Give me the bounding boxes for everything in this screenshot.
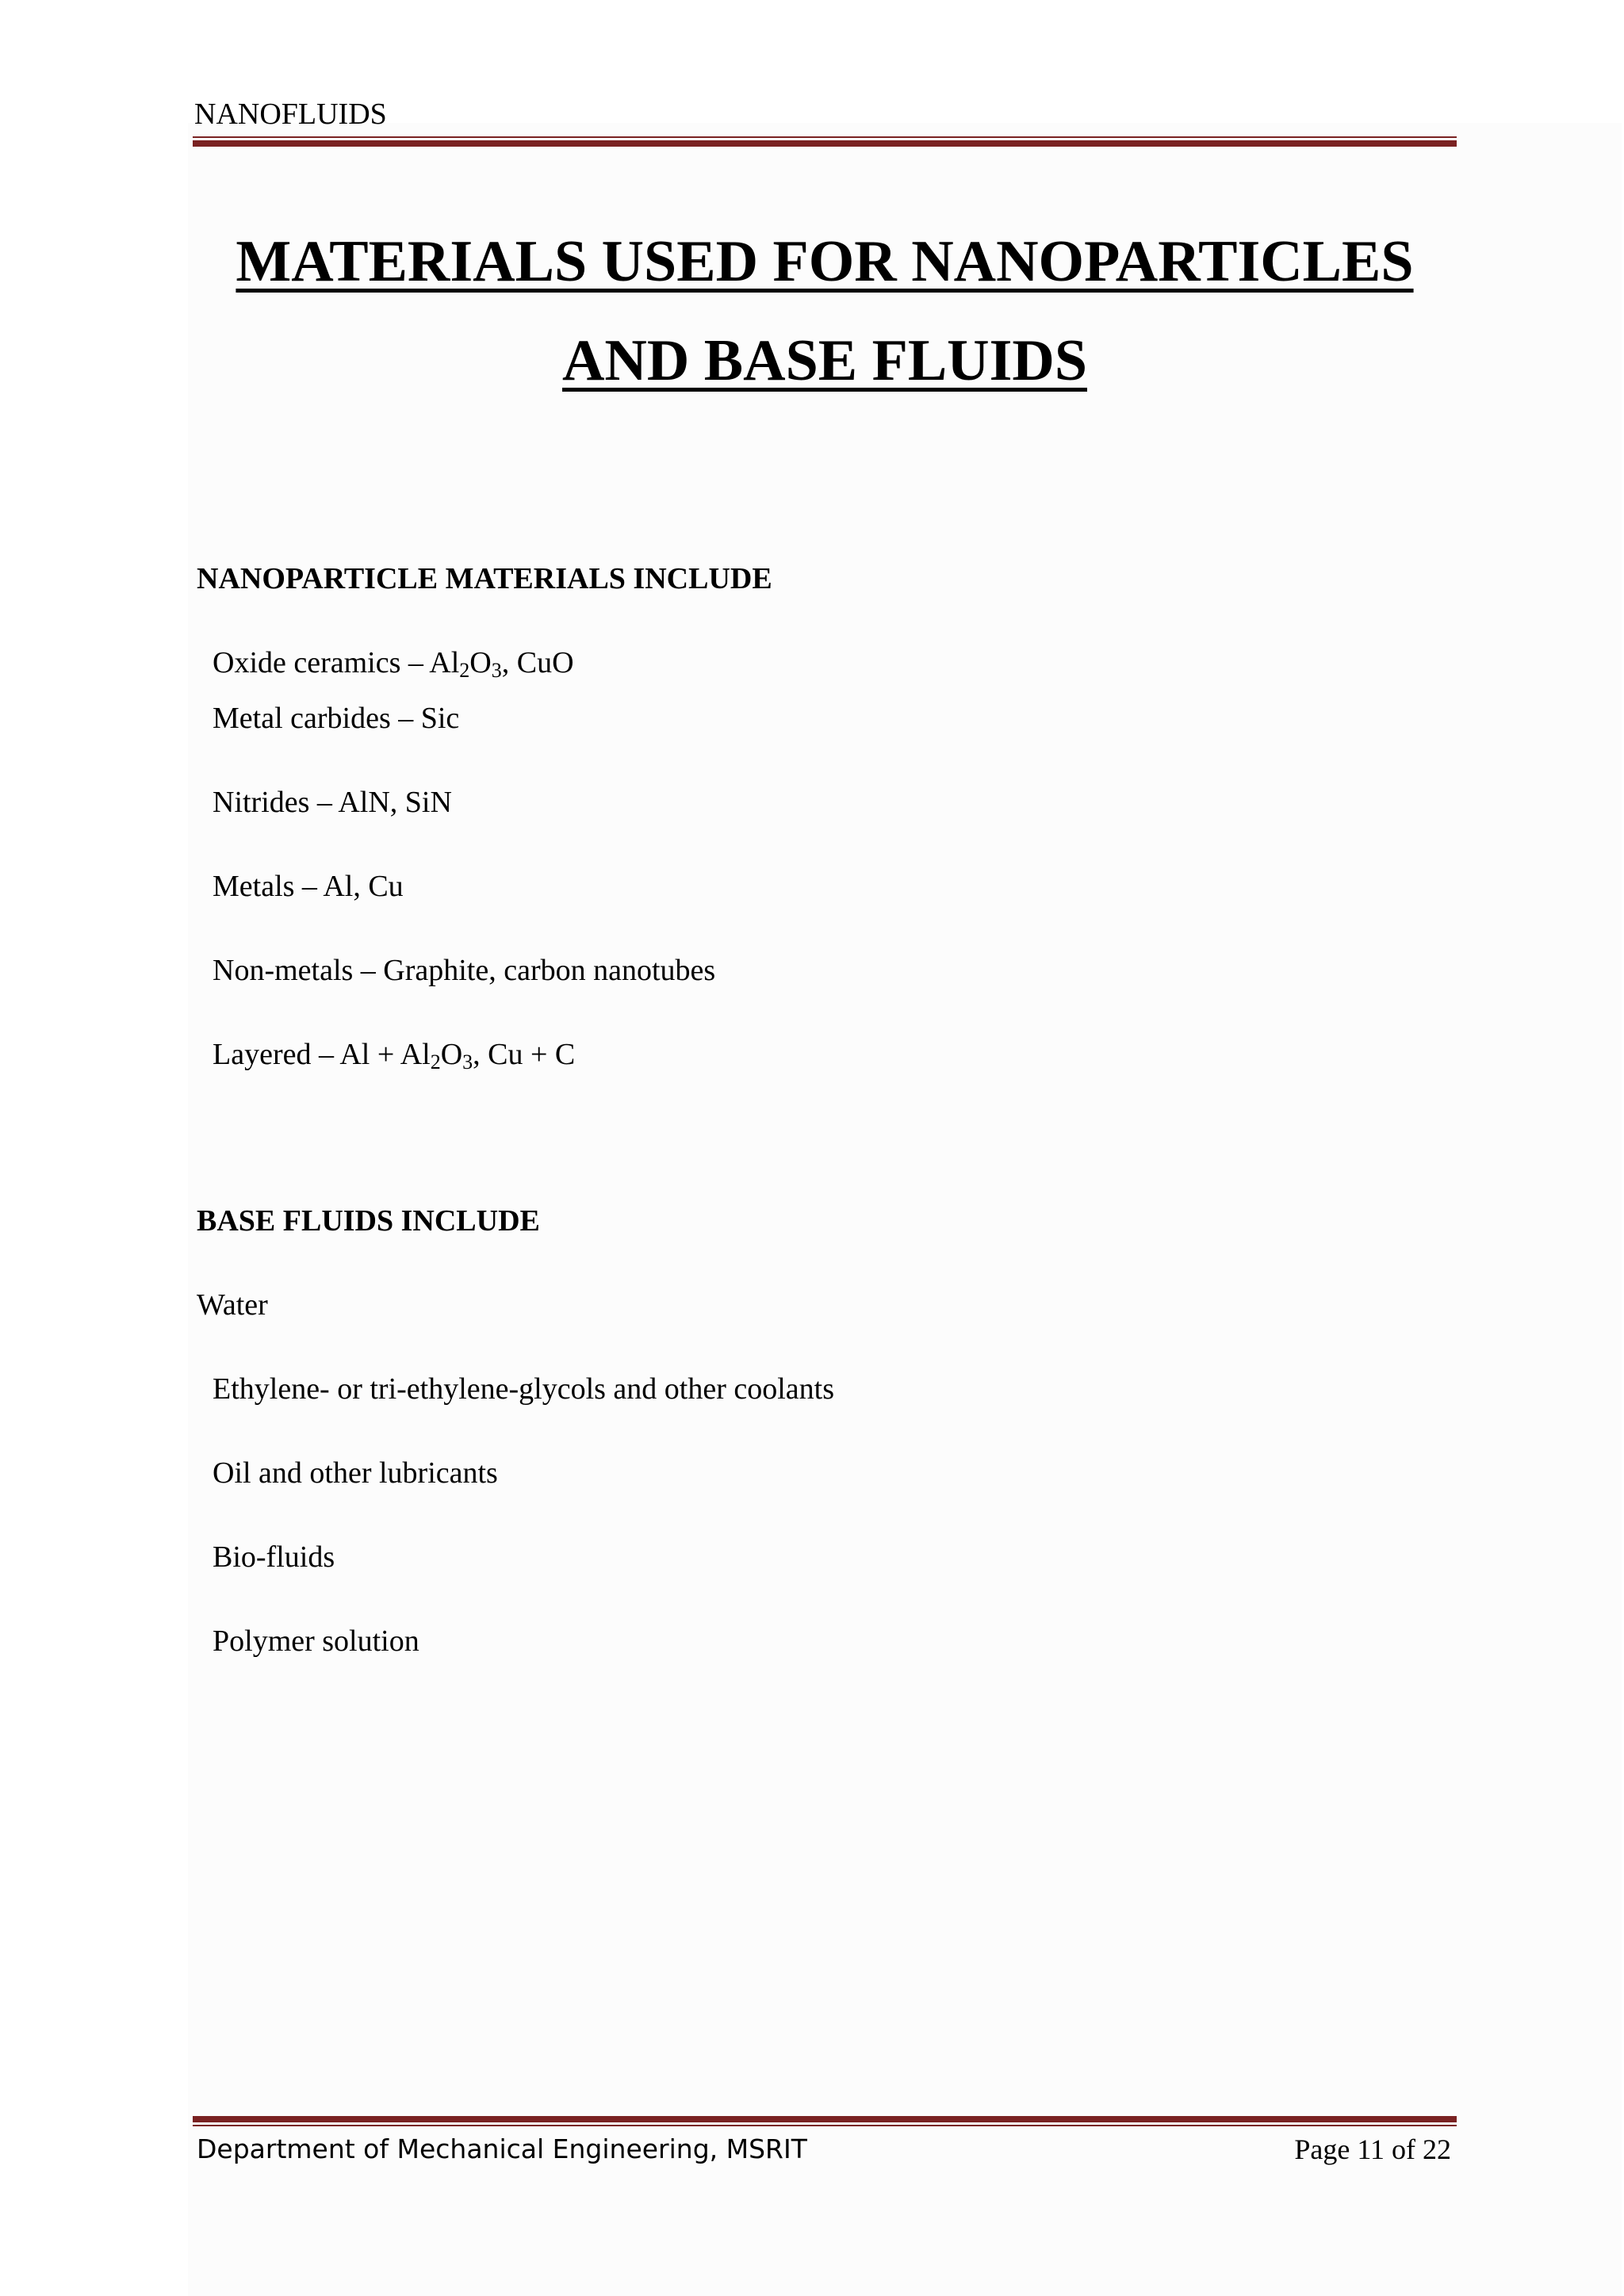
footer-page-number: Page 11 of 22: [1294, 2133, 1451, 2165]
list-item-water: Water: [197, 1288, 268, 1322]
list-item-metals: Metals – Al, Cu: [213, 870, 404, 903]
base-fluids-heading: BASE FLUIDS INCLUDE: [197, 1204, 540, 1238]
page-title-line-1: MATERIALS USED FOR NANOPARTICLES: [236, 229, 1414, 294]
list-item-metal-carbides: Metal carbides – Sic: [213, 702, 460, 735]
header-rule: [193, 136, 1457, 147]
list-item-oxide-ceramics: Oxide ceramics – $Al_2O_3$, CuO: [213, 646, 574, 682]
list-item-bio-fluids: Bio-fluids: [213, 1540, 335, 1574]
nanoparticle-heading: NANOPARTICLE MATERIALS INCLUDE: [197, 562, 772, 595]
footer-department: Department of Mechanical Engineering, MSRIT: [197, 2133, 807, 2164]
list-item-polymer-solution: Polymer solution: [213, 1624, 419, 1658]
list-item-non-metals: Non-metals – Graphite, carbon nanotubes: [213, 954, 716, 987]
page-title-line-2: AND BASE FLUIDS: [561, 328, 1088, 393]
running-header: NANOFLUIDS: [194, 98, 387, 131]
footer-rule: [193, 2116, 1457, 2126]
list-item-oil: Oil and other lubricants: [213, 1456, 498, 1490]
list-item-layered: Layered – $Al + Al_2O_3$, Cu + C: [213, 1038, 576, 1073]
list-item-nitrides: Nitrides – AlN, SiN: [213, 786, 452, 819]
list-item-glycols: Ethylene- or tri-ethylene-glycols and other coolants: [213, 1372, 835, 1406]
